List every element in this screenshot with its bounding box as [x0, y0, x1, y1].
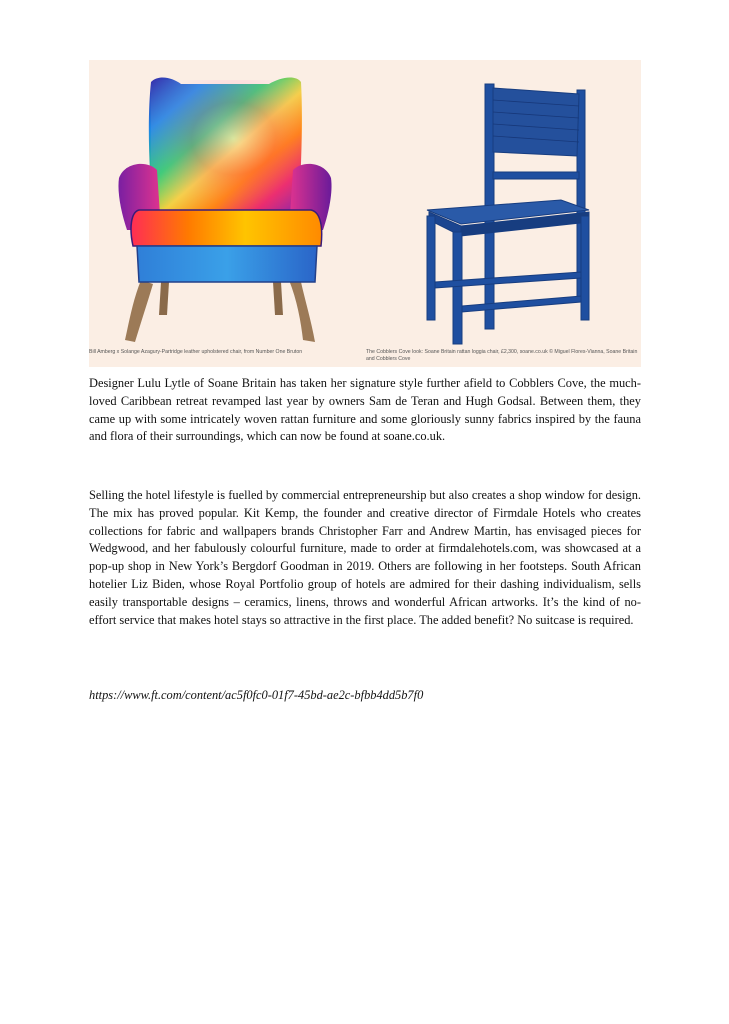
- article-paragraph-2: Selling the hotel lifestyle is fuelled by commercial entrepreneurship but also creates a shop window for design. The mix has proved popular. Kit Kemp, the founder and creative director of Firmdale Hotels who creates collections for fabric and wallpapers brands Christopher Farr and Andrew Martin, has envisaged pieces for Wedgwood, and her fabulously colourful furniture, made to order at firmdalehotels.com, was showcased at a pop-up shop in New York’s Bergdorf Goodman in 2019. Others are following in her footsteps. South African hotelier Liz Biden, whose Royal Portfolio group of hotels are admired for their dashing individualism, sells easily transportable designs – ceramics, linens, throws and wonderful African artworks. It’s the kind of no-effort service that makes hotel stays so attractive in the first place. The added benefit? No suitcase is required.: [89, 488, 641, 627]
- rattan-chair-illustration: [427, 84, 589, 344]
- right-image-caption: The Cobblers Cove look: Soane Britain rattan loggia chair, £2,300, soane.co.uk © Miguel Flores-Vianna, Soane Britain and Cobblers Cove: [366, 349, 638, 362]
- left-image-caption: Bill Amberg x Solange Azagury-Partridge leather upholstered chair, from Number One Bruton: [89, 349, 303, 355]
- article-paragraph-1: Designer Lulu Lytle of Soane Britain has taken her signature style further afield to Cobblers Cove, the much-loved Caribbean retreat revamped last year by owners Sam de Teran and Hugh Godsal. Between them, they came up with some intricately woven rattan furniture and some gloriously sunny fabrics inspired by the fauna and flora of their surroundings, which can now be found at soane.co.uk.: [89, 376, 641, 444]
- source-url-link[interactable]: https://www.ft.com/content/ac5f0fc0-01f7-45bd-ae2c-bfbb4dd5b7f0: [89, 688, 424, 702]
- wingback-chair-illustration: [118, 78, 331, 342]
- product-photo-panel: [89, 60, 641, 367]
